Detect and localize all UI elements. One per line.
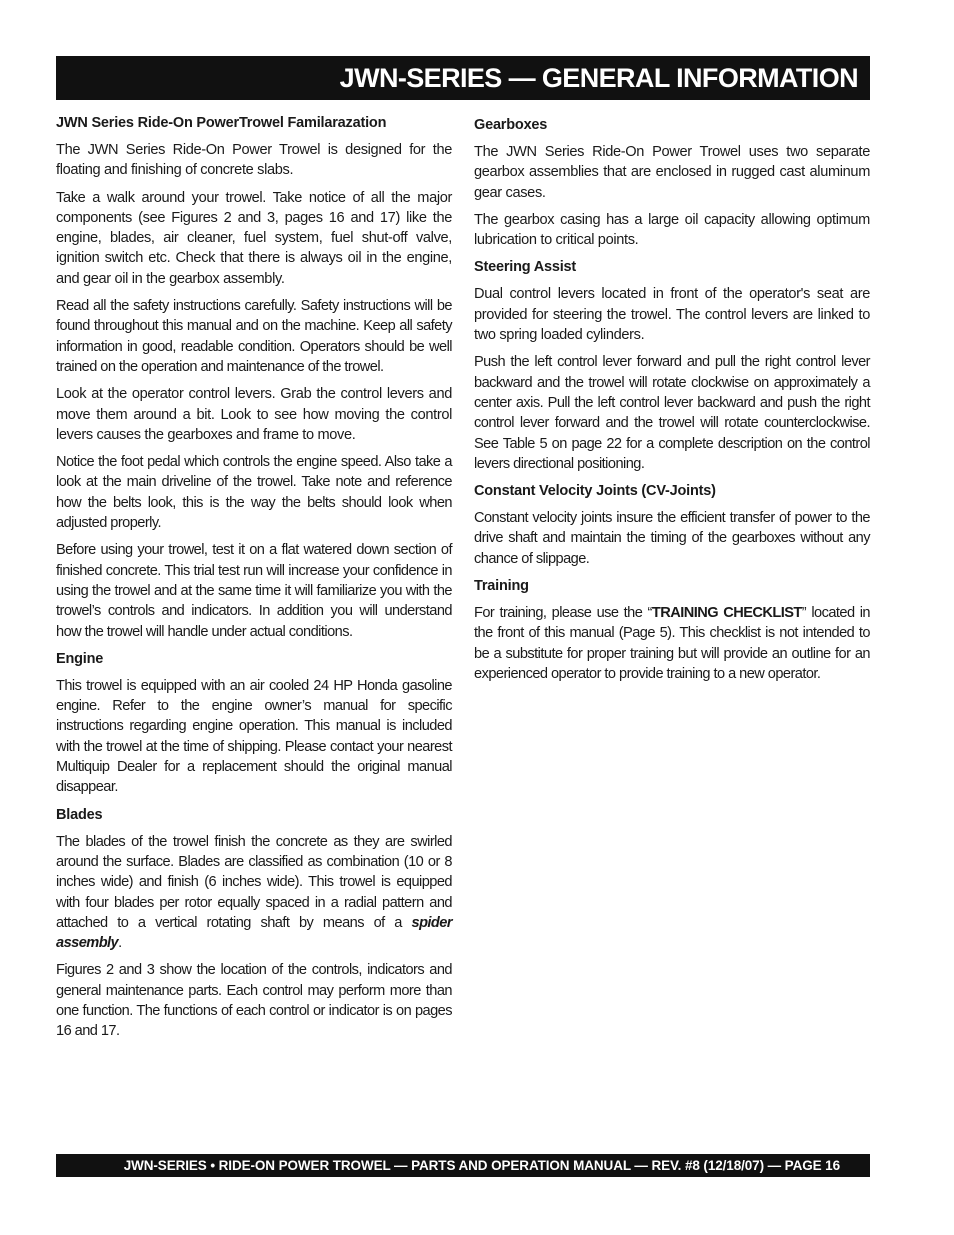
heading-training: Training [474,578,529,595]
heading-gearboxes: Gearboxes [474,117,548,133]
right-column [474,115,870,691]
page-title: JWN-SERIES — GENERAL INFORMATION [339,63,858,93]
paragraph-gearboxes-1: The JWN Series Ride-On Power Trowel uses two separate gearbox assemblies that are enclosed in rugged cast aluminum gear cases. [474,144,870,201]
training-text-a: For training, please use the “ [474,605,652,622]
paragraph-test-run: Before using your trowel, test it on a flat watered down section of finished concrete. This trial test run will increase your confidence in using the trowel and at the same time it will familiarize you with the trowel’s controls and indicators. In addition you will understand how the trowel will handle under actual conditions. [56,542,452,640]
training-checklist-label: TRAINING CHECKLIST [651,605,802,622]
paragraph-figures: Figures 2 and 3 show the location of the controls, indicators and general maintenance parts. Each control may perform more than one function. The functions of each control or indicator is on pages 16 and 17. [56,962,452,1040]
heading-engine: Engine [56,650,104,667]
blades-text-end: . [118,935,122,952]
paragraph-gearboxes-2: The gearbox casing has a large oil capacity allowing optimum lubrication to critical points. [474,211,870,249]
paragraph-steering-2: Push the left control lever forward and pull the right control lever backward and the trowel will rotate clockwise on approximately a center axis. Pull the left control lever backward and push the right control lever forward and the trowel will rotate counterclockwise. See Table 5 on page 22 for a complete description on the control levers directional positioning. [474,354,870,472]
heading-steering-assist: Steering Assist [474,259,577,276]
paragraph-cv-joints: Constant velocity joints insure the efficient transfer of power to the drive shaft and maintain the timing of the gearboxes without any chance of slippage. [474,510,870,567]
paragraph-control-levers: Look at the operator control levers. Grab the control levers and move them around a bit. Look to see how moving the control levers causes the gearboxes and frame to move. [56,386,452,443]
title-bar [56,56,870,100]
heading-cv-joints: Constant Velocity Joints (CV-Joints) [474,483,716,500]
paragraph-blades [56,832,452,954]
paragraph-foot-pedal: Notice the foot pedal which controls the engine speed. Also take a look at the main driveline of the trowel. Take note and reference how the belts look, this is the way the belts should look when adjusted properly. [56,454,452,532]
footer-text: JWN-SERIES • RIDE-ON POWER TROWEL — PARTS AND OPERATION MANUAL — REV. #8 (12/18/07) — PAGE 16 [123,1158,840,1173]
heading-familiarization: JWN Series Ride-On PowerTrowel Familarazation [56,115,387,131]
paragraph-training [474,603,870,684]
heading-blades: Blades [56,806,103,823]
paragraph-walk-around: Take a walk around your trowel. Take notice of all the major components (see Figures 2 and 3, pages 16 and 17) like the engine, blades, air cleaner, fuel system, fuel shut-off valve, ignition switch etc. Check that there is always oil in the engine, and gear oil in the gearbox assembly. [56,189,452,287]
paragraph-intro: The JWN Series Ride-On Power Trowel is designed for the floating and finishing of concrete slabs. [56,142,452,179]
left-column [56,113,452,1049]
paragraph-safety: Read all the safety instructions carefully. Safety instructions will be found throughout this manual and on the machine. Keep all safety information in good, readable condition. Operators should be well trained on the operation and maintenance of the trowel. [56,298,452,375]
training-text-c: ” located in the front of this manual (Page 5). This checklist is not intended to be a substitute for proper training but will provide an outline for an experienced operator to provide training to a new operator. [474,605,871,682]
paragraph-engine: This trowel is equipped with an air cooled 24 HP Honda gasoline engine. Refer to the engine owner’s manual for specific instructions regarding engine operation. This manual is included with the trowel at the time of shipping. Please contact your nearest Multiquip Dealer for a replacement should the original manual disappear. [56,677,452,796]
spider-assembly-emphasis: spider assembly [56,914,452,952]
blades-text: The blades of the trowel finish the concrete as they are swirled around the surface. Blades are classified as combination (10 or 8 inches wide) and finish (6 inches wide). This trowel is equipped with four blades per rotor equally spaced in a radial pattern and attached to a vertical rotating shaft by means of a [56,833,452,931]
paragraph-steering-1: Dual control levers located in front of the operator's seat are provided for steering the trowel. The control levers are linked to two spring loaded cylinders. [474,286,870,344]
footer-bar [56,1154,870,1177]
